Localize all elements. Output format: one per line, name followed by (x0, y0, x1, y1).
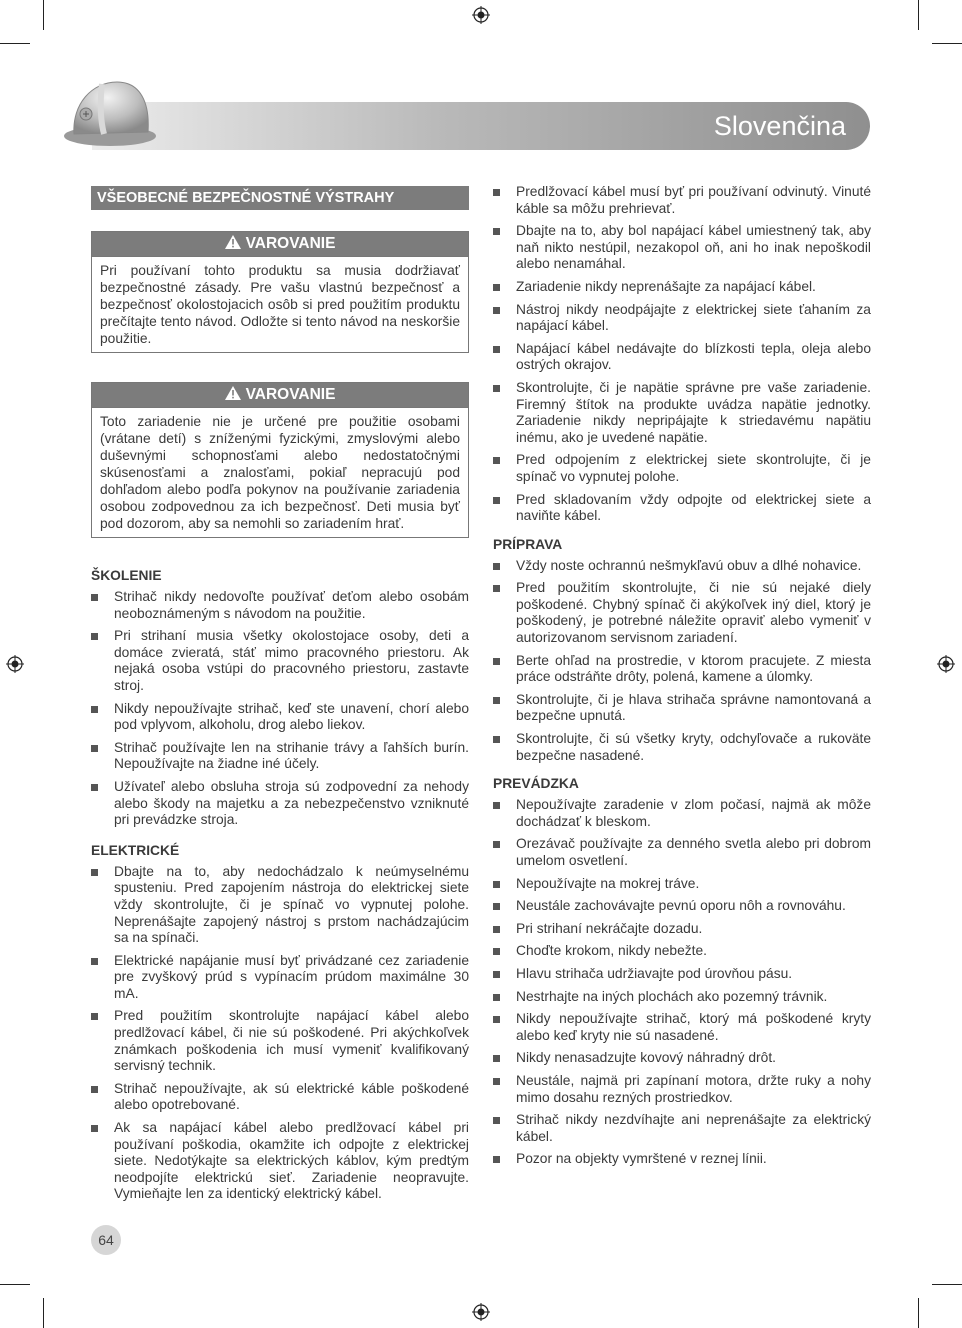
list-item: Vždy noste ochrannú nešmykľavú obuv a dlhé nohavice. (493, 558, 871, 575)
list-item: Užívateľ alebo obsluha stroja sú zodpovední za nehody alebo škody na majetku a za nebezpečenstvo vzniknuté pri prevádzke stroja. (91, 779, 469, 829)
warning-text: Toto zariadenie nie je určené pre použitie osobami (vrátane detí) s zníženými fyzickými, zmyslovými alebo duševnými schopnosťami alebo nedostatočnými skúsenosťami a znalosťami, pokiaľ nepracujú pod dohľadom alebo podľa pokynov na používanie zariadenia osobou zodpovednou za ich bezpečnosť. Deti musia byť pod dozorom, aby sa nemohli so zariadením hrať. (100, 414, 460, 531)
list-item: Pred použitím skontrolujte napájací kábel alebo predlžovací kábel, či nie sú poškodené. Pri akýchkoľvek známkach poškodenia ich musí vymeniť kvalifikovaný servisný technik. (91, 1008, 469, 1074)
list-item: Dbajte na to, aby nedochádzalo k neúmyselnému spusteniu. Pred zapojením nástroja do elektrickej siete vždy skontrolujte, či je spínač vo vypnutej polohe. Neprenášajte zapojený nástroj s prstom nachádzajúcim sa na spínači. (91, 864, 469, 947)
list-item: Dbajte na to, aby bol napájací kábel umiestnený tak, aby naň nikto nestúpil, nezakopol oň, ani ho inak nepoškodil alebo nenamáhal. (493, 223, 871, 273)
list-item: Pred odpojením z elektrickej siete skontrolujte, či je spínač vo vypnutej polohe. (493, 452, 871, 485)
bullet-list (91, 864, 469, 1203)
list-item: Choďte krokom, nikdy nebežte. (493, 943, 871, 960)
warning-label: VAROVANIE (245, 386, 336, 403)
crop-mark (918, 0, 919, 30)
crop-mark (918, 1298, 919, 1328)
warning-box (91, 382, 469, 538)
list-item: Nikdy nenasadzujte kovový náhradný drôt. (493, 1050, 871, 1067)
crop-mark (43, 0, 44, 30)
list-item: Berte ohľad na prostredie, v ktorom pracujete. Z miesta práce odstráňte drôty, polená, kamene a úlomky. (493, 653, 871, 686)
header-banner (92, 102, 870, 150)
registration-mark-icon (472, 1303, 490, 1321)
page-title: Slovenčina (713, 111, 846, 141)
subsection-heading: PRÍPRAVA (493, 536, 563, 552)
page-number: 64 (91, 1225, 121, 1255)
bullet-list (493, 558, 871, 765)
warning-triangle-icon (225, 235, 241, 249)
left-column (91, 184, 469, 1209)
registration-mark-icon (472, 6, 490, 24)
crop-mark (43, 1298, 44, 1328)
list-item: Skontrolujte, či sú všetky kryty, odchyľovače a rukoväte bezpečne nasadené. (493, 731, 871, 764)
list-item: Nestrhajte na iných plochách ako pozemný trávnik. (493, 989, 871, 1006)
list-item: Pri strihaní nekráčajte dozadu. (493, 921, 871, 938)
crop-mark (932, 43, 962, 44)
list-item: Pred skladovaním vždy odpojte od elektrickej siete a naviňte kábel. (493, 492, 871, 525)
list-item: Nepoužívajte zaradenie v zlom počasí, najmä ak môže dochádzať k bleskom. (493, 797, 871, 830)
subsection-heading: ŠKOLENIE (91, 568, 162, 583)
warning-text: Pri používaní tohto produktu sa musia dodržiavať bezpečnostné zásady. Pre vašu vlastnú bezpečnosť a bezpečnosť okolostojacich osôb si pred použitím produktu prečítajte tento návod. Odložte si tento návod na neskoršie použitie. (100, 263, 460, 346)
list-item: Nepoužívajte na mokrej tráve. (493, 876, 871, 893)
list-item: Predlžovací kábel musí byť pri používaní odvinutý. Vinuté káble sa môžu prehrievať. (493, 184, 871, 217)
registration-mark-icon (6, 655, 24, 673)
list-item: Nikdy nepoužívajte strihač, ktorý má poškodené kryty alebo keď kryty nie sú nasadené. (493, 1011, 871, 1044)
list-item: Skontrolujte, či je hlava strihača správne namontovaná a bezpečne upnutá. (493, 692, 871, 725)
list-item: Neustále, najmä pri zapínaní motora, držte ruky a nohy mimo dosahu rezných prostriedkov. (493, 1073, 871, 1106)
list-item: Strihač nepoužívajte, ak sú elektrické káble poškodené alebo opotrebované. (91, 1081, 469, 1114)
bullet-list (493, 184, 871, 525)
crop-mark (0, 43, 30, 44)
right-column (493, 184, 871, 1174)
safety-helmet-icon (62, 74, 162, 154)
list-item: Strihač nikdy nedovoľte používať deťom alebo osobám neoboznámeným s návodom na použitie. (91, 589, 469, 622)
list-item: Pred použitím skontrolujte, či nie sú nejaké diely poškodené. Chybný spínač či akýkoľvek iný diel, ktorý je poškodený, je potrebné náležite opraviť alebo vymeniť v autorizovanom servisnom zariadení. (493, 580, 871, 646)
registration-mark-icon (937, 655, 955, 673)
crop-mark (932, 1284, 962, 1285)
warning-triangle-icon (225, 386, 241, 400)
list-item: Strihač nikdy nezdvíhajte ani neprenášajte za elektrický kábel. (493, 1112, 871, 1145)
list-item: Neustále zachovávajte pevnú oporu nôh a rovnováhu. (493, 898, 871, 915)
list-item: Orezávač používajte za denného svetla alebo pri dobrom umelom osvetlení. (493, 836, 871, 869)
bullet-list (91, 589, 469, 829)
subsection-heading: PREVÁDZKA (493, 776, 579, 792)
section-heading: VŠEOBECNÉ BEZPEČNOSTNÉ VÝSTRAHY (91, 186, 469, 210)
list-item: Nástroj nikdy neodpájajte z elektrickej siete ťahaním za napájací kábel. (493, 302, 871, 335)
list-item: Pri strihaní musia všetky okolostojace osoby, deti a domáce zvieratá, stáť mimo pracovného priestoru. Ak nejaká osoba vstúpi do pracovného priestoru, zastavte stroj. (91, 628, 469, 694)
list-item: Pozor na objekty vymrštené v reznej línii. (493, 1151, 871, 1168)
crop-mark (0, 1284, 30, 1285)
list-item: Nikdy nepoužívajte strihač, keď ste unavení, chorí alebo pod vplyvom, alkoholu, drog alebo liekov. (91, 701, 469, 734)
warning-label: VAROVANIE (245, 235, 336, 252)
list-item: Skontrolujte, či je napätie správne pre vaše zariadenie. Firemný štítok na produkte uvádza napätie jednotky. Zariadenie nikdy nepripájajte k striedavému napätiu inému, ako je uvedené napätie. (493, 380, 871, 446)
list-item: Strihač používajte len na strihanie trávy a ľahších burín. Nepoužívajte na žiadne iné účely. (91, 740, 469, 773)
list-item: Zariadenie nikdy neprenášajte za napájací kábel. (493, 279, 871, 296)
warning-header (92, 232, 468, 257)
list-item: Ak sa napájací kábel alebo predlžovací kábel pri používaní poškodia, okamžite ich odpojte z elektrickej siete. Nedotýkajte sa elektrických káblov, kým predtým neodpojíte elektrickú sieť. Zariadenie neopravujte. Vymieňajte len za identický elektrický kábel. (91, 1120, 469, 1203)
warning-box (91, 231, 469, 353)
list-item: Elektrické napájanie musí byť privádzané cez zariadenie pre zvyškový prúd s vypínacím prúdom maximálne 30 mA. (91, 953, 469, 1003)
list-item: Napájací kábel nedávajte do blízkosti tepla, oleja alebo ostrých okrajov. (493, 341, 871, 374)
list-item: Hlavu strihača udržiavajte pod úrovňou pásu. (493, 966, 871, 983)
warning-header (92, 383, 468, 408)
bullet-list (493, 797, 871, 1168)
subsection-heading: ELEKTRICKÉ (91, 842, 180, 858)
